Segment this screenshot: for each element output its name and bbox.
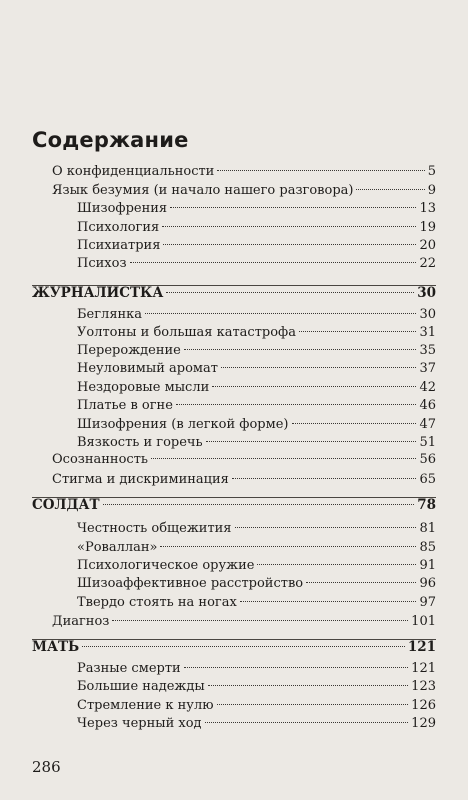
toc-entry	[52, 451, 436, 469]
toc-title: Шизофрения (в легкой форме)	[77, 417, 289, 432]
toc-page-number: 81	[419, 521, 436, 536]
toc-section	[32, 496, 436, 514]
toc-leader-dots	[145, 313, 416, 314]
section-divider	[32, 497, 436, 498]
toc-title: Шизофрения	[77, 201, 168, 216]
toc-leader-dots	[170, 207, 416, 208]
toc-leader-dots	[163, 244, 416, 245]
toc-leader-dots	[292, 423, 417, 424]
toc-title: Уолтоны и большая катастрофа	[77, 325, 296, 340]
toc-leader-dots	[217, 170, 424, 171]
toc-leader-dots	[184, 667, 408, 668]
toc-title: Платье в огне	[77, 398, 173, 413]
toc-title: Вязкость и горечь	[77, 435, 203, 450]
toc-title: Психиатрия	[77, 238, 161, 253]
toc-page-number: 9	[427, 183, 436, 198]
toc-title: ЖУРНАЛИСТКА	[32, 285, 164, 301]
toc-entry	[77, 200, 436, 218]
toc-title: СОЛДАТ	[32, 497, 100, 513]
toc-page-number: 97	[419, 595, 436, 610]
toc-section	[32, 284, 436, 302]
toc-title: Шизоаффективное расстройство	[77, 576, 304, 591]
toc-page-number: 121	[411, 661, 436, 676]
toc-entry	[77, 255, 436, 273]
toc-page-number: 47	[419, 417, 436, 432]
toc-page-number: 78	[417, 497, 436, 513]
toc-entry	[52, 613, 436, 631]
toc-entry	[77, 575, 436, 593]
toc-entry	[77, 678, 436, 696]
toc-title: Разные смерти	[77, 661, 181, 676]
toc-page-number: 126	[411, 698, 436, 713]
toc-page-number: 96	[419, 576, 436, 591]
toc-page-number: 30	[419, 307, 436, 322]
toc-leader-dots	[306, 582, 416, 583]
toc-leader-dots	[257, 564, 416, 565]
page-number: 286	[32, 758, 61, 776]
toc-leader-dots	[184, 349, 417, 350]
toc-entry	[77, 219, 436, 237]
toc-page-number: 51	[419, 435, 436, 450]
toc-page-number: 101	[411, 614, 436, 629]
toc-leader-dots	[103, 504, 415, 505]
toc-title: Беглянка	[77, 307, 143, 322]
toc-page-number: 42	[419, 380, 436, 395]
toc-title: Язык безумия (и начало нашего разговора)	[52, 183, 354, 198]
section-divider	[32, 639, 436, 640]
toc-leader-dots	[356, 189, 424, 190]
toc-title: Неуловимый аромат	[77, 361, 218, 376]
toc-leader-dots	[162, 226, 416, 227]
toc-leader-dots	[160, 546, 416, 547]
toc-entry	[77, 557, 436, 575]
toc-page-number: 46	[419, 398, 436, 413]
toc-page-number: 121	[407, 639, 436, 655]
toc-title: Стигма и дискриминация	[52, 472, 229, 487]
toc-leader-dots	[82, 646, 405, 647]
toc-leader-dots	[235, 527, 417, 528]
toc-leader-dots	[130, 262, 417, 263]
toc-entry	[77, 697, 436, 715]
toc-leader-dots	[299, 331, 416, 332]
toc-page-number: 123	[411, 679, 436, 694]
toc-leader-dots	[208, 685, 408, 686]
toc-leader-dots	[232, 478, 417, 479]
toc-title: Психологическое оружие	[77, 558, 255, 573]
toc-page-number: 5	[427, 164, 436, 179]
toc-entry	[77, 379, 436, 397]
toc-page-number: 13	[419, 201, 436, 216]
toc-entry	[52, 471, 436, 489]
toc-title: Честность общежития	[77, 521, 232, 536]
toc-entry	[52, 182, 436, 200]
toc-entry	[77, 306, 436, 324]
toc-page-number: 129	[411, 716, 436, 731]
toc-title: Перерождение	[77, 343, 181, 358]
toc-entry	[77, 360, 436, 378]
toc-leader-dots	[217, 704, 409, 705]
toc-title: Стремление к нулю	[77, 698, 214, 713]
toc-title: МАТЬ	[32, 639, 80, 655]
toc-entry	[77, 715, 436, 733]
toc-entry	[77, 416, 436, 434]
toc-page-number: 19	[419, 220, 436, 235]
toc-entry	[77, 397, 436, 415]
toc-entry	[77, 324, 436, 342]
toc-title: Психология	[77, 220, 160, 235]
toc-page-number: 85	[419, 540, 436, 555]
toc-entry	[77, 342, 436, 360]
toc-page-number: 65	[419, 472, 436, 487]
toc-page-number: 30	[417, 285, 436, 301]
contents-heading: Содержание	[32, 128, 189, 152]
toc-leader-dots	[166, 292, 414, 293]
toc-page-number: 91	[419, 558, 436, 573]
toc-page-number: 35	[419, 343, 436, 358]
toc-page-number: 56	[419, 452, 436, 467]
toc-title: Психоз	[77, 256, 127, 271]
toc-page-number: 20	[419, 238, 436, 253]
toc-leader-dots	[212, 386, 416, 387]
toc-leader-dots	[112, 620, 408, 621]
toc-entry	[77, 594, 436, 612]
toc-leader-dots	[205, 722, 409, 723]
toc-section	[32, 638, 436, 656]
toc-page-number: 31	[419, 325, 436, 340]
toc-title: Через черный ход	[77, 716, 202, 731]
toc-title: О конфиденциальности	[52, 164, 215, 179]
toc-entry	[77, 539, 436, 557]
toc-entry	[77, 660, 436, 678]
toc-title: Большие надежды	[77, 679, 205, 694]
toc-leader-dots	[176, 404, 417, 405]
toc-entry	[77, 434, 436, 452]
toc-leader-dots	[151, 458, 416, 459]
toc-entry	[52, 163, 436, 181]
toc-entry	[77, 237, 436, 255]
toc-title: Осознанность	[52, 452, 148, 467]
toc-entry	[77, 520, 436, 538]
toc-page-number: 22	[419, 256, 436, 271]
toc-title: «Роваллан»	[77, 540, 158, 555]
section-divider	[32, 285, 436, 286]
toc-title: Нездоровые мысли	[77, 380, 210, 395]
toc-title: Твердо стоять на ногах	[77, 595, 237, 610]
toc-leader-dots	[206, 441, 417, 442]
toc-leader-dots	[221, 367, 416, 368]
toc-leader-dots	[240, 601, 417, 602]
toc-page-number: 37	[419, 361, 436, 376]
toc-title: Диагноз	[52, 614, 110, 629]
